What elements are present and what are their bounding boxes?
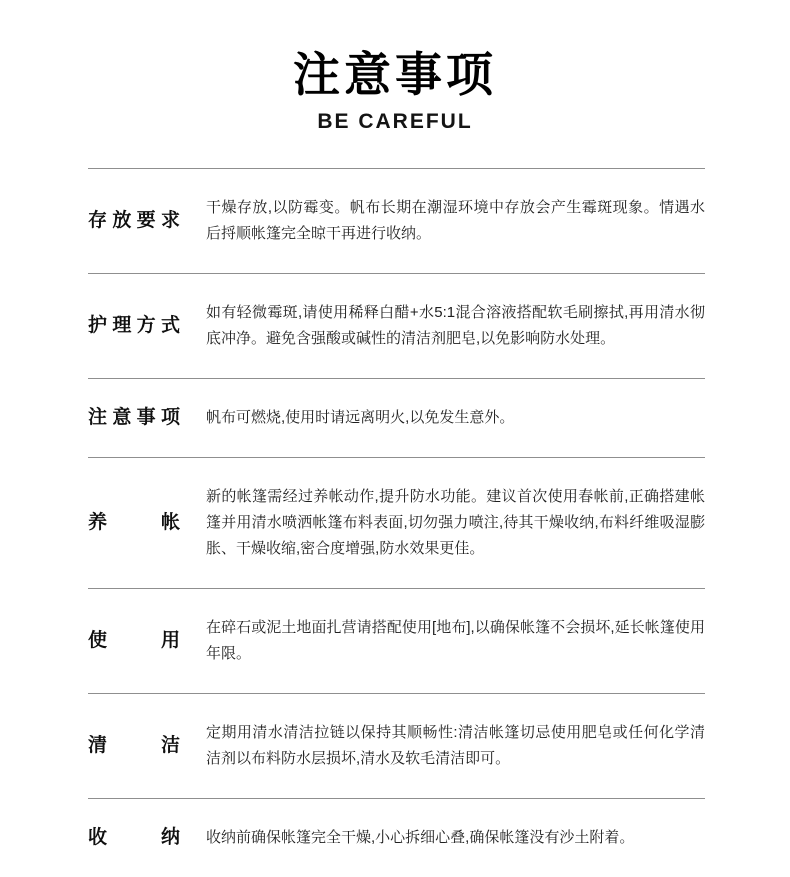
header	[0, 48, 790, 134]
row-label: 养帐	[88, 511, 180, 533]
row-packing	[88, 799, 705, 877]
row-cleaning	[88, 694, 705, 799]
page-subtitle: BE CAREFUL	[317, 110, 473, 134]
row-label: 收纳	[88, 826, 180, 848]
row-text: 新的帐篷需经过养帐动作,提升防水功能。建议首次使用春帐前,正确搭建帐篷并用清水喷洒帐篷布料表面,切勿强力喷注,待其干燥收纳,布料纤维吸湿膨胀、干燥收缩,密合度增强,防水效果更佳。	[206, 488, 705, 558]
row-text: 干燥存放,以防霉变。帆布长期在潮湿环境中存放会产生霉斑现象。情遇水后捋顺帐篷完全晾干再进行收纳。	[206, 199, 705, 243]
row-usage	[88, 589, 705, 694]
row-text: 收纳前确保帐篷完全干燥,小心拆细心叠,确保帐篷没有沙土附着。	[206, 829, 635, 847]
row-text: 定期用清水清洁拉链以保持其顺畅性:清洁帐篷切忌使用肥皂或任何化学清洁剂以布料防水层损坏,清水及软毛清洁即可。	[206, 724, 705, 768]
row-text: 如有轻微霉斑,请使用稀释白醋+水5:1混合溶液搭配软毛刷擦拭,再用清水彻底冲净。避免含强酸或碱性的清洁剂肥皂,以免影响防水处理。	[206, 304, 705, 348]
row-text: 在碎石或泥土地面扎营请搭配使用[地布],以确保帐篷不会损坏,延长帐篷使用年限。	[206, 619, 705, 663]
row-care-method	[88, 274, 705, 379]
row-storage-requirements	[88, 169, 705, 274]
row-label: 注意事项	[88, 406, 180, 428]
row-tent-seasoning	[88, 458, 705, 589]
row-text: 帆布可燃烧,使用时请远离明火,以免发生意外。	[206, 409, 515, 427]
row-label: 护理方式	[88, 314, 180, 336]
row-label: 存放要求	[88, 209, 180, 231]
instructions-table	[88, 168, 705, 877]
row-precautions	[88, 379, 705, 458]
row-label: 清洁	[88, 734, 180, 756]
page-title: 注意事项	[293, 48, 497, 101]
row-label: 使用	[88, 629, 180, 651]
